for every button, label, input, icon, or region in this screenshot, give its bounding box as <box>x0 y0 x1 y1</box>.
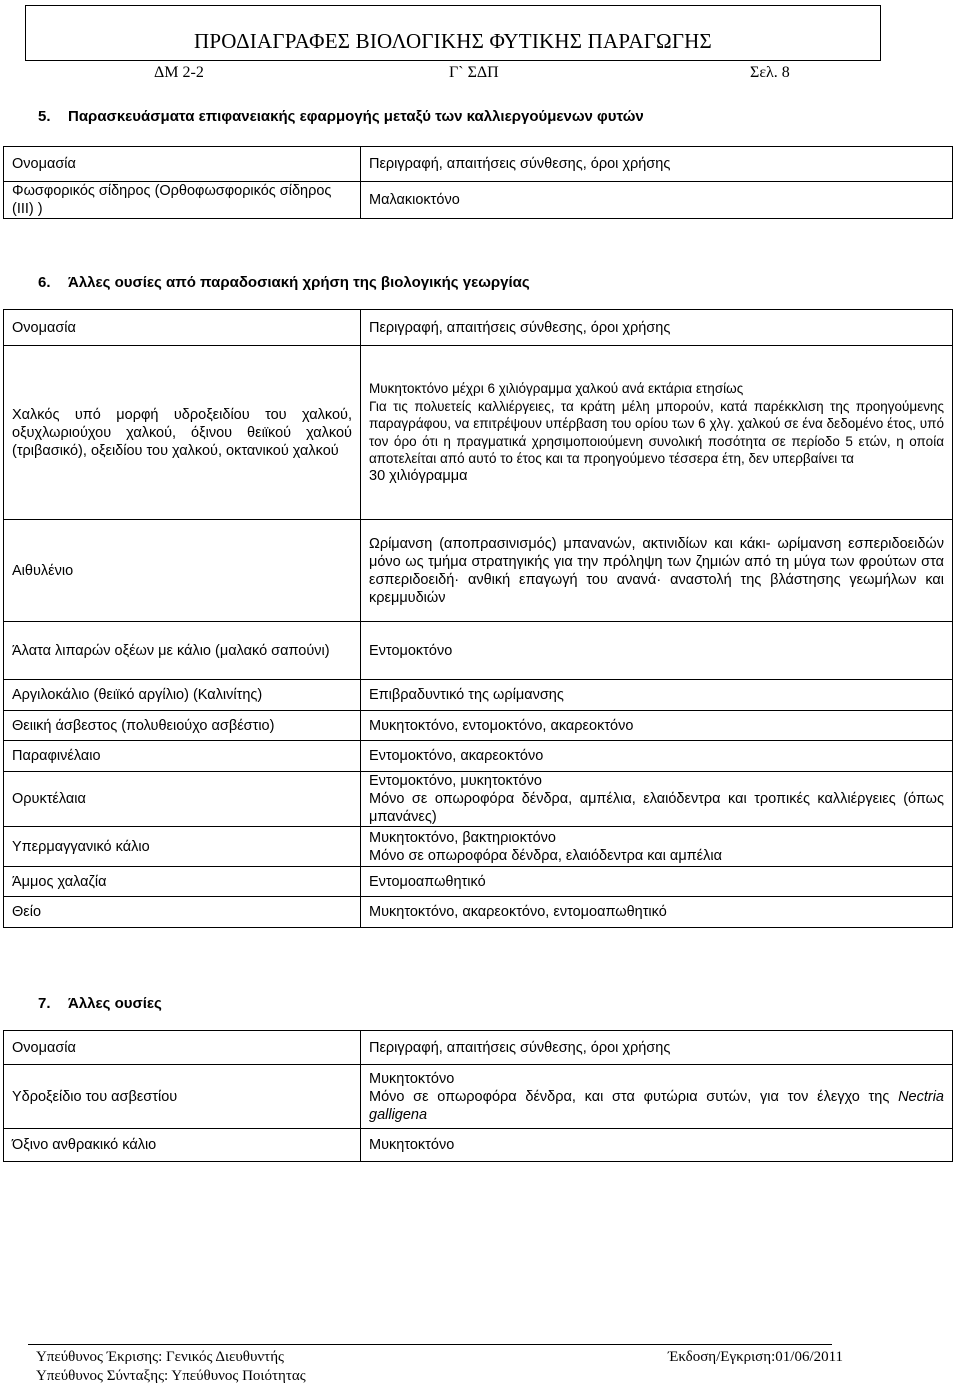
table-row <box>4 680 953 711</box>
table-header-row <box>4 1031 953 1065</box>
substance-name: Όξινο ανθρακικό κάλιο <box>4 1129 361 1162</box>
desc-line: Μυκητοκτόνο μέχρι 6 χιλιόγραμμα χαλκού ανά εκτάρια ετησίως <box>369 381 744 396</box>
section-6-title <box>38 274 530 291</box>
desc-line: Εντομοκτόνο, μυκητοκτόνο <box>369 773 542 789</box>
issuer-label: Υπεύθυνος Έκρισης: Γενικός Διευθυντής <box>36 1349 284 1365</box>
section-number: 7. <box>38 995 51 1012</box>
section-number: 5. <box>38 108 51 125</box>
table-row <box>4 711 953 741</box>
substance-desc: Μυκητοκτόνο <box>361 1129 953 1162</box>
footer-rule <box>28 1344 832 1345</box>
section-heading: Άλλες ουσίες από παραδοσιακή χρήση της βιολογικής γεωργίας <box>68 274 530 291</box>
desc-text: Μόνο σε οπωροφόρα δένδρα, και στα φυτώρια συτών, για τον έλεγχο της <box>369 1088 890 1105</box>
section-number: 6. <box>38 274 51 291</box>
table-header-row <box>4 310 953 346</box>
desc-body: Μόνο σε οπωροφόρα δένδρα, ελαιόδεντρα και αμπέλια <box>369 847 722 864</box>
table-row <box>4 520 953 622</box>
section-5-table <box>3 146 953 219</box>
table-row <box>4 897 953 928</box>
col-name-header: Ονομασία <box>4 310 361 346</box>
col-name-header: Ονομασία <box>4 1031 361 1065</box>
substance-name: Θείο <box>4 897 361 928</box>
table-row <box>4 1129 953 1162</box>
table-row <box>4 772 953 827</box>
col-desc-header: Περιγραφή, απαιτήσεις σύνθεσης, όροι χρήσης <box>361 1031 953 1065</box>
footer-left <box>36 1348 306 1386</box>
table-header-row <box>4 147 953 182</box>
document-title: ΠΡΟΔΙΑΓΡΑΦΕΣ ΒΙΟΛΟΓΙΚΗΣ ΦΥΤΙΚΗΣ ΠΑΡΑΓΩΓΗΣ <box>194 29 712 53</box>
substance-name: Αιθυλένιο <box>4 520 361 622</box>
substance-desc: Εντομοκτόνο <box>361 622 953 680</box>
desc-body <box>369 1088 944 1124</box>
issue-date: Έκδοση/Εγκριση:01/06/2011 <box>668 1349 844 1365</box>
section-heading: Παρασκευάσματα επιφανειακής εφαρμογής μεταξύ των καλλιεργούμενων φυτών <box>68 108 644 125</box>
section-5-title <box>38 108 644 125</box>
substance-desc <box>361 1065 953 1129</box>
page-number: Σελ. 8 <box>750 64 790 81</box>
substance-desc: Επιβραδυντικό της ωρίμανσης <box>361 680 953 711</box>
desc-line: Μυκητοκτόνο, βακτηριοκτόνο <box>369 829 556 846</box>
composer-label: Υπεύθυνος Σύνταξης: Υπεύθυνος Ποιότητας <box>36 1368 306 1384</box>
table-row <box>4 827 953 867</box>
substance-name: Άμμος χαλαζία <box>4 867 361 897</box>
table-row <box>4 182 953 219</box>
header-box <box>25 5 881 61</box>
substance-desc: Μυκητοκτόνο, εντομοκτόνο, ακαρεοκτόνο <box>361 711 953 741</box>
desc-line: Μυκητοκτόνο <box>369 1070 455 1087</box>
substance-desc: Μαλακιοκτόνο <box>361 182 953 219</box>
section-7-table <box>3 1030 953 1162</box>
section-6-table <box>3 309 953 928</box>
table-row <box>4 741 953 772</box>
substance-name: Ορυκτέλαια <box>4 772 361 827</box>
section-heading: Άλλες ουσίες <box>68 995 162 1012</box>
substance-name: Άλατα λιπαρών οξέων με κάλιο (μαλακό σαπούνι) <box>4 622 361 680</box>
table-row <box>4 1065 953 1129</box>
substance-desc: Ωρίμανση (αποπρασινισμός) μπανανών, ακτινιδίων και κάκι- ωρίμανση εσπεριδοειδών μόνο ως τμήμα στρατηγικής για την πρόληψη των ζημιών από τη μύγα των φρούτων στα εσπεριδοειδή· ανθική επαγωγή του ανανά· αναστολή της βλάστησης γεωμήλων και κρεμμυδιών <box>361 520 953 622</box>
substance-name: Υπερμαγγανικό κάλιο <box>4 827 361 867</box>
section-7-title <box>38 995 162 1012</box>
col-desc-header: Περιγραφή, απαιτήσεις σύνθεσης, όροι χρήσης <box>361 147 953 182</box>
document-code: ΔΜ 2-2 <box>154 64 204 81</box>
substance-desc <box>361 346 953 520</box>
substance-name: Χαλκός υπό μορφή υδροξειδίου του χαλκού, οξυχλωριούχου χαλκού, όξινου θειϊκού χαλκού (τριβασικό), οξειδίου του χαλκού, οκτανικού χαλκού <box>4 346 361 520</box>
table-row <box>4 622 953 680</box>
desc-body: Μόνο σε οπωροφόρα δένδρα, αμπέλια, ελαιόδεντρα και τροπικές καλλιέργειες (όπως μπανάνες) <box>369 791 944 825</box>
col-desc-header: Περιγραφή, απαιτήσεις σύνθεσης, όροι χρήσης <box>361 310 953 346</box>
department: Γ` ΣΔΠ <box>449 64 499 81</box>
desc-body: Για τις πολυετείς καλλιέργειες, τα κράτη μέλη μπορούν, κατά παρέκκλιση της προηγούμενης παραγράφου, να επιτρέψουν υπέρβαση του ορίου των 6 χλγ. χαλκού σε ένα δεδομένο έτος, υπό τον όρο ότι η πραγματικά χρησιμοποιούμενη συνολική ποσότητα σε περίοδο 5 ετών, η οποία αποτελείται από αυτό το έτος και τα προηγούμενο τέσσερα έτη, δεν υπερβαίνει τα <box>369 398 944 466</box>
substance-desc: Μυκητοκτόνο, ακαρεοκτόνο, εντομοαπωθητικό <box>361 897 953 928</box>
substance-name: Αργιλοκάλιο (θειϊκό αργίλιο) (Καλινίτης) <box>4 680 361 711</box>
table-row <box>4 867 953 897</box>
substance-name: Παραφινέλαιο <box>4 741 361 772</box>
table-row <box>4 346 953 520</box>
substance-desc <box>361 772 953 827</box>
footer-right <box>668 1348 843 1367</box>
species-name: Nectria galligena <box>369 1088 944 1123</box>
desc-end: 30 χιλιόγραμμα <box>369 467 468 484</box>
substance-desc <box>361 827 953 867</box>
substance-name: Θειική άσβεστος (πολυθειούχο ασβέστιο) <box>4 711 361 741</box>
substance-name: Φωσφορικός σίδηρος (Ορθοφωσφορικός σίδηρος (ΙΙΙ) ) <box>4 182 361 219</box>
substance-desc: Εντομοκτόνο, ακαρεοκτόνο <box>361 741 953 772</box>
substance-desc: Εντομοαπωθητικό <box>361 867 953 897</box>
col-name-header: Ονομασία <box>4 147 361 182</box>
substance-name: Υδροξείδιο του ασβεστίου <box>4 1065 361 1129</box>
